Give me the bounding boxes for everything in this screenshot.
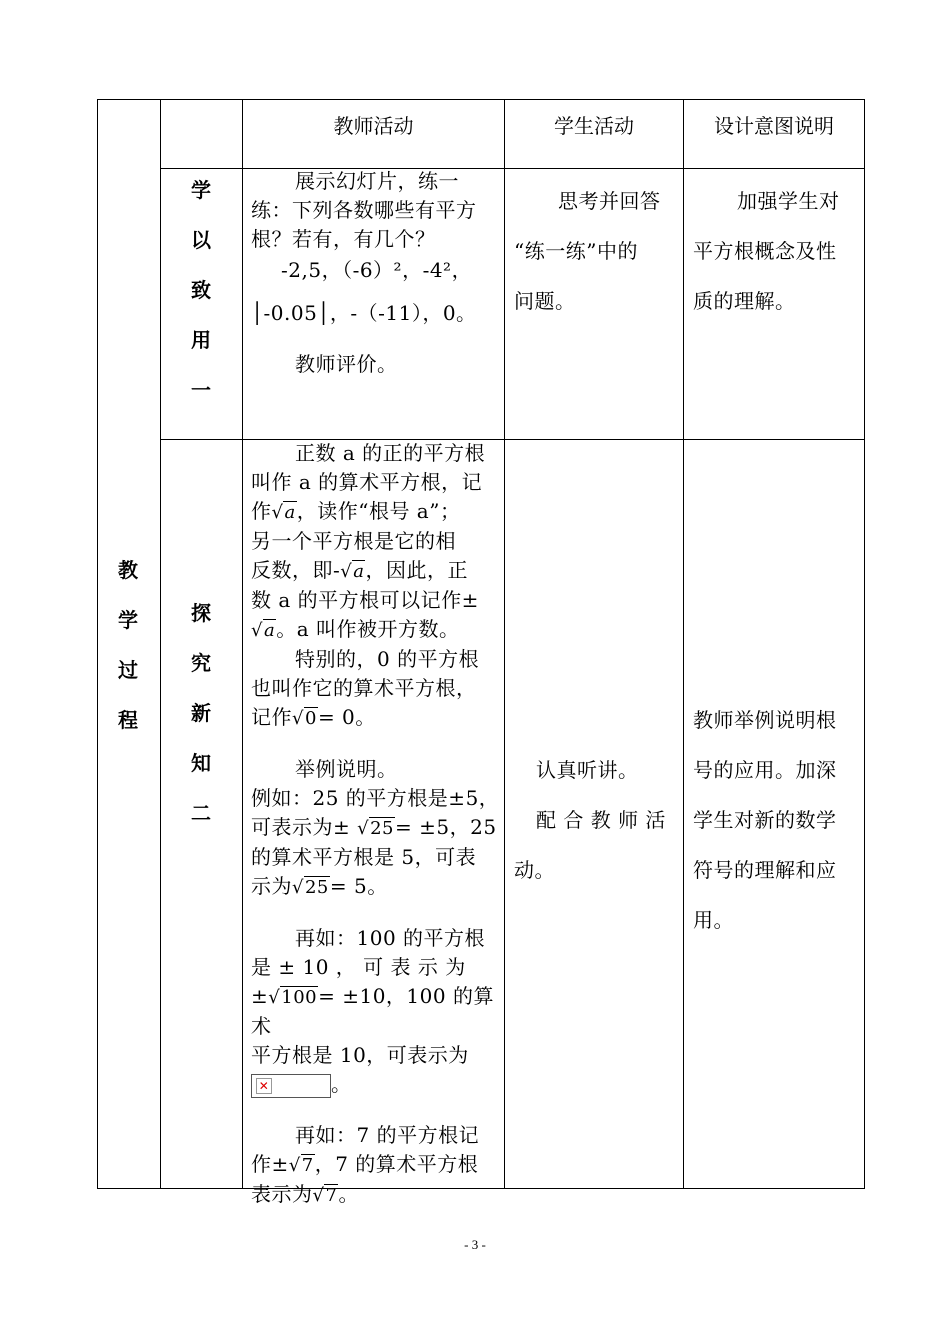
row2-teacher-line: 是 ± 10 ， 可 表 示 为: [251, 955, 466, 979]
row2-teacher-fragment: 。a 叫作被开方数。: [276, 617, 460, 641]
row2-label-char: 知: [191, 751, 211, 775]
row2-teacher-line: 举例说明。: [295, 757, 398, 781]
row2-teacher-fragment: ，读作“根号 a”；: [296, 499, 461, 523]
sqrt-25-formula: √25: [292, 877, 329, 898]
row1-teacher-line: 根？若有，有几个？: [251, 227, 436, 251]
row2-label: [181, 588, 221, 838]
row2-teacher-fragment: 。: [331, 1072, 352, 1096]
table-border-col2: [242, 99, 243, 1189]
sqrt-100-formula: √100: [268, 987, 318, 1008]
row2-teacher-line: 的算术平方根是 5，可表: [251, 845, 477, 869]
row1-design-line: 平方根概念及性: [693, 239, 837, 263]
row2-student-line: 动。: [514, 858, 555, 882]
radicand: 7: [325, 1185, 338, 1206]
row1-label-char: 用: [191, 328, 211, 352]
row2-teacher-line: 另一个平方根是它的相: [251, 529, 456, 553]
sqrt-zero-formula: √0: [292, 708, 317, 729]
row1-teacher-line: -2,5，（-6）²，-4²，: [281, 258, 473, 282]
row2-teacher-line: 叫作 a 的算术平方根，记: [251, 470, 483, 494]
row2-teacher-line: 数 a 的平方根可以记作±: [251, 588, 479, 612]
row2-teacher-line: [251, 1070, 501, 1099]
table-border-right: [864, 99, 865, 1189]
page-number: - 3 -: [464, 1237, 486, 1252]
row2-teacher-line: 也叫作它的算术平方根，: [251, 676, 477, 700]
row1-label-char: 以: [191, 228, 211, 252]
row2-design-text: [693, 695, 861, 945]
table-border-top: [97, 99, 865, 100]
row1-teacher-line: 教师评价。: [295, 352, 398, 376]
row2-teacher-line: [251, 1180, 501, 1210]
row1-label-char: 学: [191, 178, 211, 202]
row2-teacher-line: [251, 497, 501, 527]
header-teacher-activity: 教师活动: [333, 114, 414, 138]
row2-label-char: 新: [191, 701, 211, 725]
row2-teacher-line: 特别的，0 的平方根: [295, 647, 480, 671]
row2-teacher-line: 平方根是 10，可表示为: [251, 1043, 469, 1067]
sqrt-a-formula: √a: [340, 561, 365, 582]
row2-design-line: 教师举例说明根: [693, 708, 837, 732]
header-design-intent: 设计意图说明: [714, 114, 834, 138]
outer-label-char: 教: [118, 558, 138, 582]
row1-teacher-line: │-0.05│，-（-11），0。: [251, 301, 477, 325]
row2-teacher-line: 正数 a 的正的平方根: [295, 441, 486, 465]
row2-teacher-fragment: 作: [251, 499, 272, 523]
radicand: 25: [304, 877, 329, 898]
row1-label-char: 致: [191, 278, 211, 302]
header-student-activity: 学生活动: [554, 114, 634, 138]
row2-label-char: 探: [191, 601, 211, 625]
row1-student-text: [514, 176, 680, 326]
row2-teacher-fragment: = ±5，25: [395, 815, 497, 839]
row2-teacher-fragment: 记作: [251, 705, 292, 729]
sqrt-7-formula: √7: [288, 1155, 314, 1176]
row2-teacher-line: [251, 615, 501, 645]
row2-teacher-line: [251, 982, 501, 1041]
radicand: a: [284, 502, 296, 523]
row2-teacher-line: [251, 556, 501, 586]
row2-teacher-fragment: = ±10，100 的算术: [251, 984, 494, 1038]
row2-design-line: 学生对新的数学: [693, 808, 837, 832]
row2-design-line: 用。: [693, 908, 734, 932]
row2-student-text: [514, 745, 680, 895]
row2-student-line: 配 合 教 师 活: [536, 808, 666, 832]
row2-teacher-fragment: = 0。: [317, 705, 376, 729]
radicand: 100: [281, 987, 318, 1008]
row2-teacher-fragment: ，因此，正: [365, 558, 468, 582]
row2-teacher-line: 例如：25 的平方根是±5，: [251, 786, 500, 810]
row1-label: [181, 165, 221, 415]
row2-teacher-fragment: = 5。: [329, 874, 388, 898]
row1-design-text: [693, 176, 861, 326]
radicand: a: [353, 561, 365, 582]
radicand: 7: [301, 1155, 314, 1176]
outer-label-char: 过: [118, 658, 138, 682]
row2-teacher-fragment: 示为: [251, 874, 292, 898]
row2-teacher-fragment: ±: [251, 984, 269, 1008]
outer-label-char: 程: [118, 708, 138, 732]
row2-student-line: 认真听讲。: [536, 758, 639, 782]
row1-label-char: 一: [191, 378, 211, 402]
broken-image-icon: ✕: [256, 1078, 272, 1094]
row2-design-line: 号的应用。加深: [693, 758, 837, 782]
row1-student-line: 思考并回答: [558, 189, 661, 213]
row2-teacher-line: 再如：100 的平方根: [295, 926, 486, 950]
row2-teacher-line: [251, 813, 501, 843]
row1-design-line: 质的理解。: [693, 289, 796, 313]
sqrt-a-formula: √a: [271, 502, 296, 523]
sqrt-a-formula: √a: [251, 620, 276, 641]
row2-teacher-line: [251, 703, 501, 733]
row2-teacher-fragment: 作±: [251, 1152, 289, 1176]
row2-teacher-line: 再如：7 的平方根记: [295, 1123, 480, 1147]
row2-teacher-text: [251, 439, 501, 1210]
outer-label-teaching-process: [108, 545, 148, 745]
row2-teacher-fragment: ，7 的算术平方根: [314, 1152, 479, 1176]
row1-teacher-line: 展示幻灯片，练一: [295, 169, 459, 193]
outer-label-char: 学: [118, 608, 138, 632]
row1-design-line: 加强学生对: [737, 189, 840, 213]
row2-teacher-fragment: 反数，即-: [251, 558, 341, 582]
row2-label-char: 究: [191, 651, 211, 675]
table-border-left: [97, 99, 98, 1189]
radicand: a: [263, 620, 276, 641]
table-border-col4: [683, 99, 684, 1189]
row2-design-line: 符号的理解和应: [693, 858, 837, 882]
table-border-col3: [504, 99, 505, 1189]
table-border-col1: [160, 99, 161, 1189]
row1-teacher-text: [251, 167, 501, 379]
row2-teacher-line: [251, 1150, 501, 1180]
row2-teacher-fragment: 可表示为±: [251, 815, 351, 839]
sqrt-7-formula: √7: [312, 1185, 338, 1206]
row2-label-char: 二: [191, 801, 211, 825]
row2-teacher-fragment: 表示为: [251, 1182, 313, 1206]
row2-teacher-fragment: 。: [338, 1182, 359, 1206]
row1-student-line: 问题。: [514, 289, 576, 313]
row1-student-line: “练一练”中的: [514, 239, 638, 263]
radicand: 0: [304, 708, 317, 729]
row2-teacher-line: [251, 872, 501, 902]
sqrt-25-formula: √25: [357, 818, 395, 839]
radicand: 25: [370, 818, 395, 839]
row1-teacher-line: 练：下列各数哪些有平方: [251, 198, 477, 222]
broken-image-placeholder: [251, 1074, 331, 1098]
